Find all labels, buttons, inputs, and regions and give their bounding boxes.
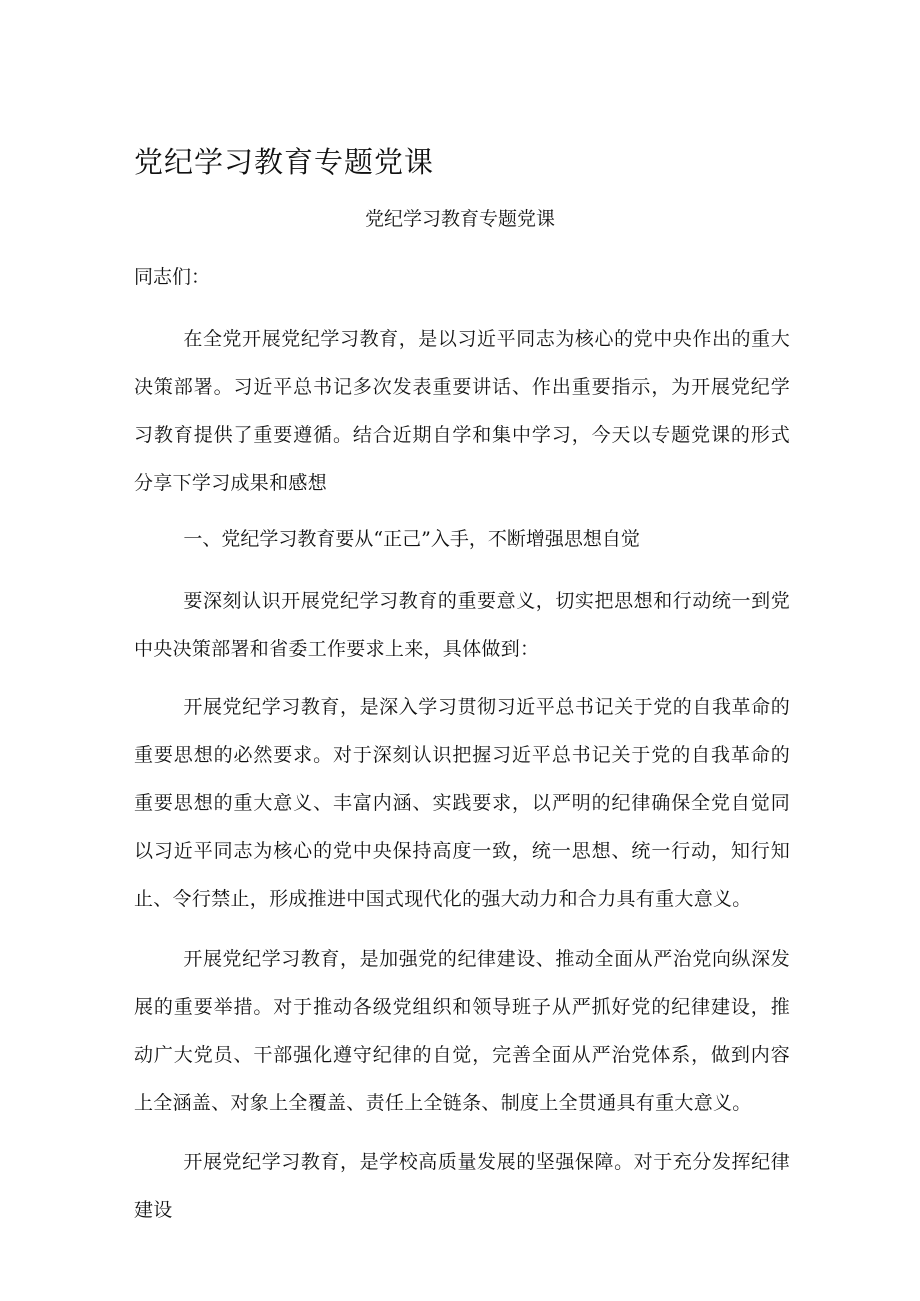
salutation: 同志们： [134,266,211,288]
paragraph-discipline-building: 开展党纪学习教育，是加强党的纪律建设、推动全面从严治党向纵深发展的重要举措。对于推动各级党组织和领导班子从严抓好党的纪律建设，推动广大党员、干部强化遵守纪律的自觉，完善全面从严治党体系，做到内容上全涵盖、对象上全覆盖、责任上全链条、制度上全贯通具有重大意义。 [134,948,790,1114]
paragraph-section-intro: 要深刻认识开展党纪学习教育的重要意义，切实把思想和行动统一到党中央决策部署和省委工作要求上来，具体做到： [134,590,790,660]
document-subtitle: 党纪学习教育专题党课 [364,208,555,230]
section-heading-1: 一、党纪学习教育要从“正己”入手，不断增强思想自觉 [183,528,640,550]
paragraph-self-revolution: 开展党纪学习教育，是深入学习贯彻习近平总书记关于党的自我革命的重要思想的必然要求。对于深刻认识把握习近平总书记关于党的自我革命的重要思想的重大意义、丰富内涵、实践要求，以严明的纪律确保全党自觉同以习近平同志为核心的党中央保持高度一致，统一思想、统一行动，知行知止、令行禁止，形成推进中国式现代化的强大动力和合力具有重大意义。 [134,696,790,910]
document-title: 党纪学习教育专题党课 [134,145,435,179]
paragraph-school-development: 开展党纪学习教育，是学校高质量发展的坚强保障。对于充分发挥纪律建设 [134,1151,790,1221]
paragraph-intro: 在全党开展党纪学习教育，是以习近平同志为核心的党中央作出的重大决策部署。习近平总书记多次发表重要讲话、作出重要指示，为开展党纪学习教育提供了重要遵循。结合近期自学和集中学习，今天以专题党课的形式分享下学习成果和感想 [134,328,790,494]
